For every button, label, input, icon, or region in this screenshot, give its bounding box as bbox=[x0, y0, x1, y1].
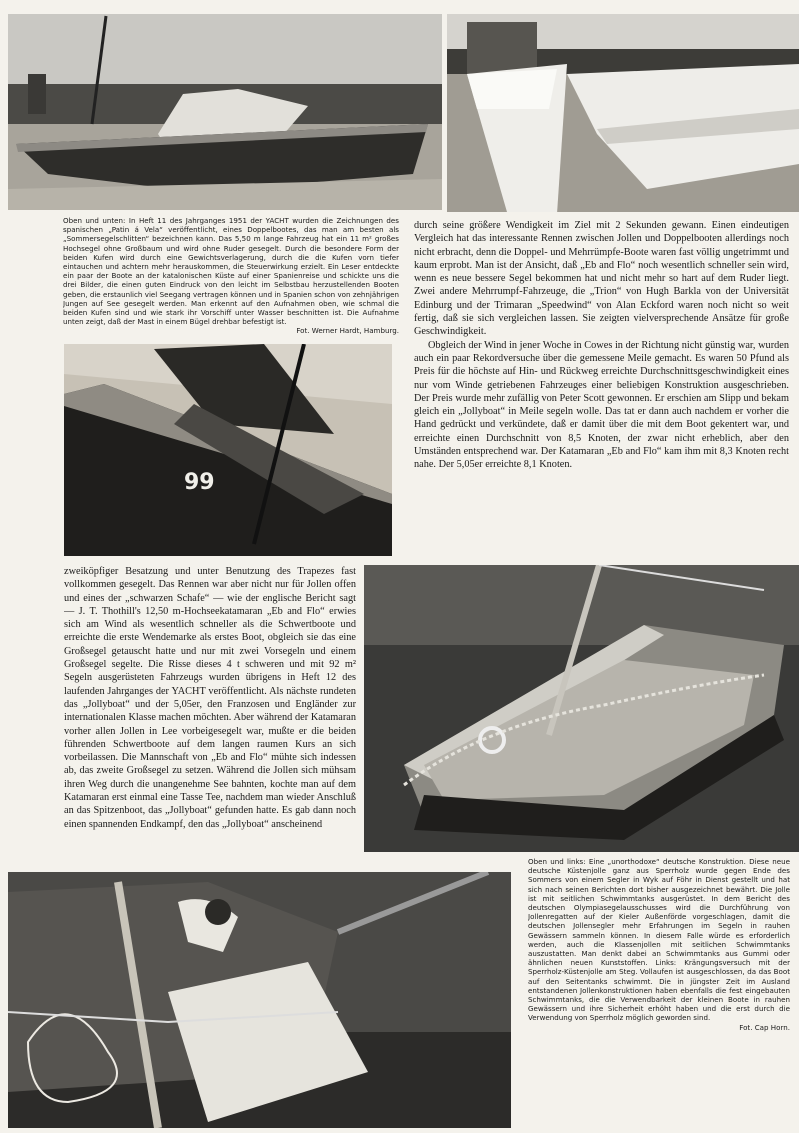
caption-bottom-credit: Fot. Cap Horn. bbox=[739, 1022, 790, 1032]
article-left-column bbox=[64, 565, 356, 865]
catamaran-on-beach-photo bbox=[8, 14, 442, 210]
caption-bottom bbox=[528, 857, 790, 1127]
capsized-dinghy-photo bbox=[8, 872, 511, 1128]
article-left-paragraph-1: zweiköpfiger Besatzung und unter Benutzung des Trapezes fast vollkommen gesegelt. Das Rennen war aber nicht nur für Jollen offen und eines der „schwarzen Schafe“ — wie der englische Bericht sagt — J. T. Thothill's 12,50 m-Hochseekatamaran „Eb and Flo“ erwies sich am Wind als wesentlich schneller als die Schwertboote und erreichte die erste Wendemarke als erstes Boot, obgleich sie das eine Großsegel getauscht hatte und nur mit zwei Vorsegeln und einem Großsegel segelte. Die Risse dieses 4 t schweren und mit 92 m² Segeln ausgerüsteten Fahrzeugs wurden übrigens in Heft 12 des laufenden Jahrganges der YACHT veröffentlicht. Als nächste rundeten das „Jollyboat“ und der 5,05er, den Franzosen und Engländer zur internationalen Klasse machen möchten. Aber während der Katamaran vorher allen Jollen in Lee vorbeigesegelt war, mußte er die beiden führenden Schwertboote auf dem langen raumen Kurs an sich vorbeilassen. Die Mannschaft von „Eb and Flo“ mühte sich indessen ab, das zweite Großsegel zu setzen. Während die Jollen sich mühsam ihren Weg durch die unangenehme See bahnten, kochte man auf dem Katamaran erst einmal eine Tasse Tee, nachdem man wieder Anschluß an das Spitzenboot, das „Jollyboat“ gefunden hatte. Es gab dann noch einen spannenden Endkampf, den das „Jollyboat“ anscheinend bbox=[64, 566, 356, 830]
caption-top-text: Oben und unten: In Heft 11 des Jahrganges 1951 der YACHT wurden die Zeichnungen des spanischen „Patin á Vela“ veröffentlicht, eines Doppelbootes, das man am besten als „Sommersegelschlitten“ bezeichnen kann. Das 5,50 m lange Fahrzeug hat ein 11 m² großes Hochsegel ohne Großbaum und wird ohne Ruder gesegelt. Durch die besondere Form der beiden Kufen wird durch eine Gewichtsverlagerung, durch die die Kufen vorn tiefer eintauchen und achtern mehr herauskommen, die Steuerwirkung erzielt. Ein Leser entdeckte ein paar der Boote an der katalonischen Küste auf einer Spanienreise und schickte uns die drei Bilder, die einen guten Eindruck von den leicht im Selbstbau herzustellenden Booten geben, die erstaunlich viel Seegang vertragen können und in Spanien schon von zehnjährigen Jungen auf See gesegelt werden. Man erkennt auf den Aufnahmen oben, wie schmal die beiden Kufen sind und wie stark ihr Vorschiff unter Wasser beschnitten ist. Die Aufnahme unten zeigt, daß der Mast in einem Bügel drehbar befestigt ist. bbox=[63, 216, 399, 327]
catamaran-on-beach-icon bbox=[8, 14, 442, 210]
caption-top-credit: Fot. Werner Hardt, Hamburg. bbox=[296, 326, 399, 336]
dinghy-with-garland-photo bbox=[364, 565, 799, 852]
article-right-column bbox=[414, 219, 789, 563]
sailboat-99-icon bbox=[64, 344, 392, 556]
capsized-dinghy-icon bbox=[8, 872, 511, 1128]
article-right-paragraph-2: Obgleich der Wind in jener Woche in Cowes in der Richtung nicht günstig war, wurden auch ein paar Rekordversuche über die gemessene Meile gemacht. Es waren 50 Pfund als Preis für die höchste auf Hin- und Rückweg erreichte Durchschnittsgeschwindigkeit eines nur vom Winde getriebenen Fahrzeuges einer beliebigen Konstruktion ausgeschrieben. Der Preis wurde mehr zufällig von Peter Scott gewonnen. Er erschien am Slipp und bekam gleich ein „Jollyboat“ in Meile segeln wolle. Das tat er dann auch nachdem er vorher die Hand gedrückt und verkündete, daß er damit über die mit dem Boot gekentert war, und erreichte einen Durchschnitt von 8,5 Knoten, der zwar nicht erheblich, aber den Umständen entsprechend war. Der Katamaran „Eb and Flo“ kam ihm mit 8,3 Knoten recht nahe. Der 5,05er erreichte 8,1 Knoten. bbox=[414, 339, 789, 471]
sailboat-99-photo bbox=[64, 344, 392, 556]
caption-top bbox=[63, 216, 399, 342]
article-right-paragraph-1: durch seine größere Wendigkeit im Ziel mit 2 Sekunden gewann. Einen eindeutigen Vergleich hat das interessante Rennen zwischen Jollen und Doppelbooten allerdings noch nicht erbracht, denn die Doppel- und Mehrrümpfe-Boote waren fast völlig ungetrimmt und kaum erprobt. Man ist der Ansicht, daß „Eb and Flo“ noch wesentlich schneller sein wird, wenn es neue bessere Segel bekommen hat und nicht mehr so hart auf dem Ruder liegt. Zwei andere Mehrrumpf-Fahrzeuge, die „Trion“ von Hugh Barkla von der Universität Edinburg und der Trimaran „Speedwind“ von Alan Eckford waren noch nicht so weit fertig, daß sie sich vergleichen lassen. Sie zeigten vielversprechende Ansätze für große Geschwindigkeit. bbox=[414, 220, 789, 338]
sail-number-label: 99 bbox=[184, 470, 215, 495]
caption-bottom-text: Oben und links: Eine „unorthodoxe“ deutsche Konstruktion. Diese neue deutsche Küstenjolle ganz aus Sperrholz wurde gegen Ende des Sommers von einem Segler in Wyk auf Föhr in Dienst gestellt und hat sich nach seinen Berichten dort bisher ausgezeichnet bewährt. Die Jolle ist mit seitlichen Schwimmtanks ausgerüstet. In dem Bericht des deutschen Olympiasegelausschusses wird die Durchführung von Jollenregatten auf der Kieler Außenförde vorgeschlagen, damit die deutschen Jollensegler mehr Erfahrungen im Segeln in rauhen Gewässern sammeln können. In diesem Falle würde es erforderlich werden, auch die Klassenjollen mit seitlichen Schwimmtanks auszustatten. Man denkt dabei an Schwimmtanks aus Gummi oder ähnlichen neuen Kunststoffen. Links: Krängungsversuch mit der Sperrholz-Küstenjolle am Steg. Vollaufen ist ausgeschlossen, da das Boot auf den Seitentanks schwimmt. Die in jüngster Zeit im Ausland entstandenen Jollenkonstruktionen haben ebenfalls die fest eingebauten Schwimmtanks, die die Verwendbarkeit der kleinen Boote in rauhen Gewässern und ihre Sicherheit erhöht haben und die erst durch die Verwendung von Sperrholz möglich geworden sind. bbox=[528, 857, 790, 1023]
catamaran-hulls-photo bbox=[447, 14, 799, 212]
dinghy-with-garland-icon bbox=[364, 565, 799, 852]
catamaran-hulls-icon bbox=[447, 14, 799, 212]
